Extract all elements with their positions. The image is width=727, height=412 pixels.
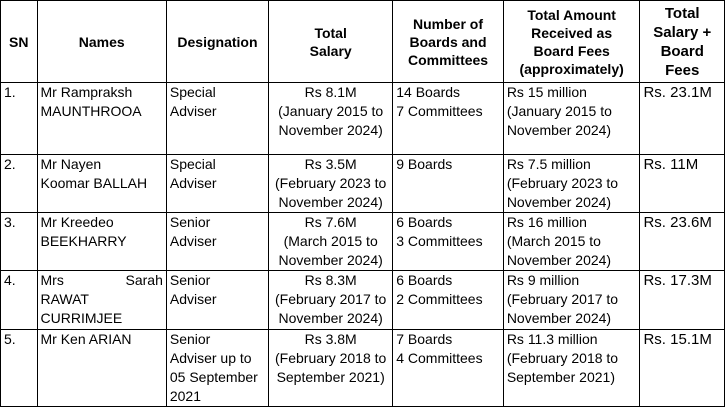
boards-line: 2 Committees — [396, 291, 483, 307]
fees-cell — [503, 213, 640, 271]
header-line: Total Amount — [527, 6, 616, 23]
boards-line: 6 Boards — [396, 272, 453, 288]
fees-line: November 2024) — [506, 252, 612, 268]
header-line: Boards and — [409, 33, 487, 50]
designation-cell — [166, 330, 268, 407]
name-line: CURRIMJEE — [40, 310, 123, 326]
header-line: (approximately) — [519, 60, 624, 77]
designation-cell — [166, 213, 268, 271]
name-cell — [37, 83, 166, 155]
designation-line: Senior — [169, 214, 211, 230]
fees-line: November 2024) — [506, 310, 612, 326]
header-line: Names — [78, 33, 125, 50]
fees-line: Rs 7.5 million — [506, 156, 591, 172]
fees-line: (March 2015 to — [506, 233, 601, 249]
boards-line: 7 Boards — [396, 331, 453, 347]
name-line: Mr Nayen — [40, 156, 102, 172]
name-cell — [37, 213, 166, 271]
boards-cell — [393, 83, 504, 155]
total-cell: Rs. 23.6M — [640, 213, 725, 271]
fees-line: (February 2018 to — [506, 350, 619, 366]
header-line: Fees — [665, 61, 700, 79]
name-cell — [37, 330, 166, 407]
designation-line: 2021 — [169, 388, 202, 404]
fees-cell — [503, 155, 640, 213]
header-line: Designation — [177, 33, 258, 50]
table-row — [1, 213, 725, 271]
table-row — [1, 271, 725, 330]
salary-line: November 2024) — [278, 194, 383, 210]
name-line: Mr Rampraksh — [40, 84, 133, 100]
salary-line: November 2024) — [278, 252, 383, 268]
sn-cell: 2. — [1, 155, 38, 213]
header-line: Total — [664, 4, 700, 22]
name-line: Mrs Sarah — [40, 272, 163, 288]
designation-line: Special — [169, 156, 216, 172]
boards-line: 14 Boards — [396, 84, 461, 100]
salary-line: (January 2015 to — [278, 103, 384, 119]
salary-line: Rs 8.1M — [304, 84, 357, 100]
total-cell: Rs. 11M — [640, 155, 725, 213]
fees-line: September 2021) — [506, 369, 615, 385]
salary-cell — [269, 271, 393, 330]
name-cell — [37, 271, 166, 330]
designation-line: Senior — [169, 331, 211, 347]
boards-cell — [393, 155, 504, 213]
fees-cell — [503, 83, 640, 155]
salary-line: (February 2023 to — [275, 175, 387, 191]
fees-line: (February 2017 to — [506, 291, 619, 307]
header-total-salary-board-fees — [640, 1, 725, 83]
name-line: Koomar BALLAH — [40, 175, 148, 191]
name-line: MAUNTHROOA — [40, 103, 142, 119]
total-cell: Rs. 15.1M — [640, 330, 725, 407]
total-cell: Rs. 17.3M — [640, 271, 725, 330]
header-line: Total — [314, 24, 347, 41]
salary-line: (February 2018 to — [275, 350, 387, 366]
fees-line: November 2024) — [506, 122, 612, 138]
boards-line: 7 Committees — [396, 103, 483, 119]
sn-cell: 5. — [1, 330, 38, 407]
fees-line: (January 2015 to — [506, 103, 612, 119]
header-line: Received as — [531, 24, 613, 41]
table-row — [1, 83, 725, 155]
designation-cell — [166, 83, 268, 155]
salary-line: (March 2015 to — [283, 233, 378, 249]
designation-line: Adviser — [169, 175, 217, 191]
header-line: Salary + — [653, 23, 712, 41]
header-line: Committees — [407, 51, 489, 68]
sn-cell: 4. — [1, 271, 38, 330]
designation-line: Adviser up to — [169, 350, 252, 366]
fees-line: Rs 16 million — [506, 214, 587, 230]
name-line: BEEKHARRY — [40, 233, 127, 249]
sn-cell: 1. — [1, 83, 38, 155]
name-line: Mr Kreedeo — [40, 214, 114, 230]
total-cell: Rs. 23.1M — [640, 83, 725, 155]
name-line: Mr Ken ARIAN — [40, 331, 132, 347]
salary-line: Rs 8.3M — [304, 272, 357, 288]
designation-line: 05 September — [169, 369, 258, 385]
table-row — [1, 155, 725, 213]
designation-line: Adviser — [169, 103, 217, 119]
name-cell — [37, 155, 166, 213]
fees-cell — [503, 330, 640, 407]
designation-cell — [166, 155, 268, 213]
salary-line: Rs 3.5M — [304, 156, 357, 172]
sn-cell: 3. — [1, 213, 38, 271]
fees-line: Rs 11.3 million — [506, 331, 598, 347]
boards-line: 9 Boards — [396, 156, 453, 172]
fees-line: (February 2023 to — [506, 175, 619, 191]
salary-line: November 2024) — [278, 310, 383, 326]
header-line: Number of — [413, 15, 484, 32]
header-names — [37, 1, 166, 83]
boards-line: 4 Committees — [396, 350, 483, 366]
salary-cell — [269, 83, 393, 155]
header-line: Board Fees — [533, 42, 610, 59]
fees-line: November 2024) — [506, 194, 612, 210]
header-sn — [1, 1, 38, 83]
header-line: SN — [9, 33, 29, 50]
header-line: Salary — [309, 42, 352, 59]
header-row — [1, 1, 725, 83]
salary-line: (February 2017 to — [275, 291, 387, 307]
salary-cell — [269, 330, 393, 407]
boards-cell — [393, 213, 504, 271]
boards-cell — [393, 271, 504, 330]
boards-cell — [393, 330, 504, 407]
header-boards-committees — [393, 1, 504, 83]
name-line: RAWAT — [40, 291, 89, 307]
header-total-salary — [269, 1, 393, 83]
salary-line: November 2024) — [278, 122, 383, 138]
designation-line: Special — [169, 84, 216, 100]
header-line: Board — [660, 42, 704, 60]
header-designation — [166, 1, 268, 83]
boards-line: 6 Boards — [396, 214, 453, 230]
designation-line: Adviser — [169, 233, 217, 249]
salary-line: Rs 7.6M — [304, 214, 357, 230]
salary-cell — [269, 155, 393, 213]
salary-line: Rs 3.8M — [304, 331, 357, 347]
boards-line: 3 Committees — [396, 233, 483, 249]
table-row — [1, 330, 725, 407]
designation-cell — [166, 271, 268, 330]
designation-line: Adviser — [169, 291, 217, 307]
fees-cell — [503, 271, 640, 330]
designation-line: Senior — [169, 272, 211, 288]
fees-line: Rs 9 million — [506, 272, 580, 288]
fees-line: Rs 15 million — [506, 84, 587, 100]
header-board-fees — [503, 1, 640, 83]
salary-line: September 2021) — [276, 369, 385, 385]
salary-cell — [269, 213, 393, 271]
